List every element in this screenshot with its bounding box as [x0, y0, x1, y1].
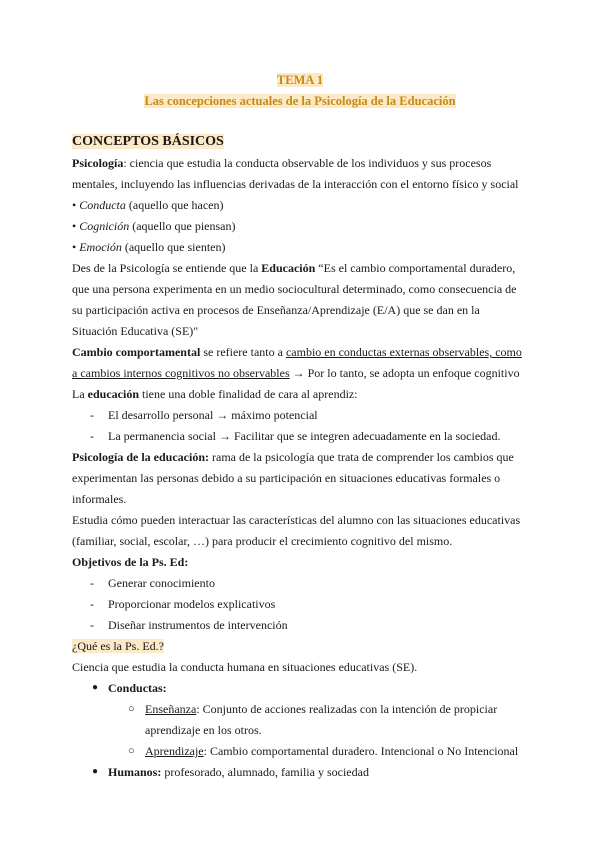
psicologia-def-1: : ciencia que estudia la conducta observable de los individuos y sus procesos [123, 156, 492, 170]
tema-title [0, 70, 600, 90]
psicologia-line-2 [72, 174, 519, 194]
list-dash: - [90, 429, 94, 443]
bullet-rest: (aquello que piensan) [129, 219, 236, 233]
finalidad-term: educación [87, 387, 139, 401]
filled-bullet: ● [92, 682, 99, 693]
psicoedu-term: Psicología de la educación: [72, 450, 209, 464]
cambio-underlined: cambio en conductas externas observables, como [285, 345, 522, 359]
bullet-term: Conducta [79, 198, 126, 212]
objetivo-item: Generar conocimiento [108, 576, 215, 590]
psicoedu-line-3: informales. [72, 492, 127, 506]
cambio-term: Cambio comportamental [72, 345, 201, 359]
educacion-text: “Es el cambio comportamental duradero, [315, 261, 516, 275]
finalidad-line [72, 384, 358, 404]
psicoedu-line-1 [72, 447, 514, 467]
objetivo-item: Diseñar instrumentos de intervención [108, 618, 288, 632]
finalidad-item: La permanencia social → Facilitar que se integren adecuadamente en la sociedad. [108, 429, 501, 443]
list-dash: - [90, 618, 94, 632]
circle-bullet: ○ [128, 703, 135, 715]
bullet-rest: (aquello que sienten) [121, 240, 226, 254]
psicologia-def-2: mentales, incluyendo las influencias derivadas de la interacción con el entorno físico y social [72, 177, 519, 191]
list-dash: - [90, 576, 94, 590]
cambio-text: → Por lo tanto, se adopta un enfoque cognitivo [289, 366, 520, 380]
educacion-text: Des de la Psicología se entiende que la [72, 261, 262, 275]
finalidad-item: El desarrollo personal → máximo potencial [108, 408, 318, 422]
psicologia-line-1 [72, 153, 491, 173]
bullet-rest: (aquello que hacen) [125, 198, 224, 212]
educacion-line-3: su participación activa en procesos de Enseñanza/Aprendizaje (E/A) que se dan en la [72, 303, 480, 317]
list-dash: - [90, 408, 94, 422]
bullet-cognicion [72, 216, 236, 236]
bullet-term: Cognición [79, 219, 130, 233]
cambio-text: se refiere tanto a [200, 345, 286, 359]
cambio-line-1 [72, 342, 522, 362]
psicologia-term: Psicología [72, 156, 124, 170]
bullet-mark: • [72, 240, 77, 254]
psicoedu-text: rama de la psicología que trata de comprender los cambios que [209, 450, 514, 464]
circle-bullet: ○ [128, 745, 135, 757]
ensenanza-text: : Conjunto de acciones realizadas con la intención de propiciar [196, 702, 498, 716]
section-heading-text: CONCEPTOS BÁSICOS [72, 134, 224, 149]
humanos-text: profesorado, alumnado, familia y sociedad [161, 765, 369, 779]
aprendizaje-term: Aprendizaje [145, 744, 204, 758]
educacion-line-4: Situación Educativa (SE)" [72, 324, 199, 338]
tema-label: TEMA 1 [276, 73, 324, 87]
psicoedu-line-2: experimentan las personas debido a su participación en situaciones educativas formales o [72, 471, 501, 485]
filled-bullet: ● [92, 766, 99, 777]
bullet-mark: • [72, 219, 77, 233]
que-es-heading [72, 636, 164, 656]
humanos-label: Humanos: [108, 765, 162, 779]
bullet-emocion [72, 237, 226, 257]
estudia-line-2: (familiar, social, escolar, …) para producir el crecimiento cognitivo del mismo. [72, 534, 453, 548]
objetivos-heading: Objetivos de la Ps. Ed: [72, 555, 189, 569]
educacion-term: Educación [261, 261, 316, 275]
educacion-line-2: que una persona experimenta en un medio sociocultural determinado, como consecuencia de [72, 282, 517, 296]
bullet-conducta [72, 195, 224, 215]
ensenanza-term: Enseñanza [145, 702, 197, 716]
estudia-line-1: Estudia cómo pueden interactuar las características del alumno con las situaciones educativas [72, 513, 521, 527]
educacion-line-1 [72, 258, 515, 278]
tema-subtitle [0, 91, 600, 111]
objetivo-item: Proporcionar modelos explicativos [108, 597, 276, 611]
tema-subtitle-text: Las concepciones actuales de la Psicología de la Educación [144, 94, 456, 108]
que-es-definition: Ciencia que estudia la conducta humana en situaciones educativas (SE). [72, 660, 418, 674]
humanos-line [108, 762, 369, 782]
bullet-term: Emoción [79, 240, 122, 254]
ensenanza-line-1 [145, 699, 497, 719]
aprendizaje-text: : Cambio comportamental duradero. Intencional o No Intencional [203, 744, 519, 758]
que-es-heading-text: ¿Qué es la Ps. Ed.? [72, 639, 164, 653]
cambio-underlined: a cambios internos cognitivos no observables [72, 366, 290, 380]
conductas-label: Conductas: [108, 681, 167, 695]
ensenanza-line-2: aprendizaje en los otros. [145, 723, 262, 737]
list-dash: - [90, 597, 94, 611]
finalidad-text: tiene una doble finalidad de cara al aprendiz: [139, 387, 358, 401]
aprendizaje-line [145, 741, 518, 761]
cambio-line-2 [72, 363, 520, 383]
section-heading [72, 132, 224, 152]
finalidad-text: La [72, 387, 88, 401]
bullet-mark: • [72, 198, 77, 212]
